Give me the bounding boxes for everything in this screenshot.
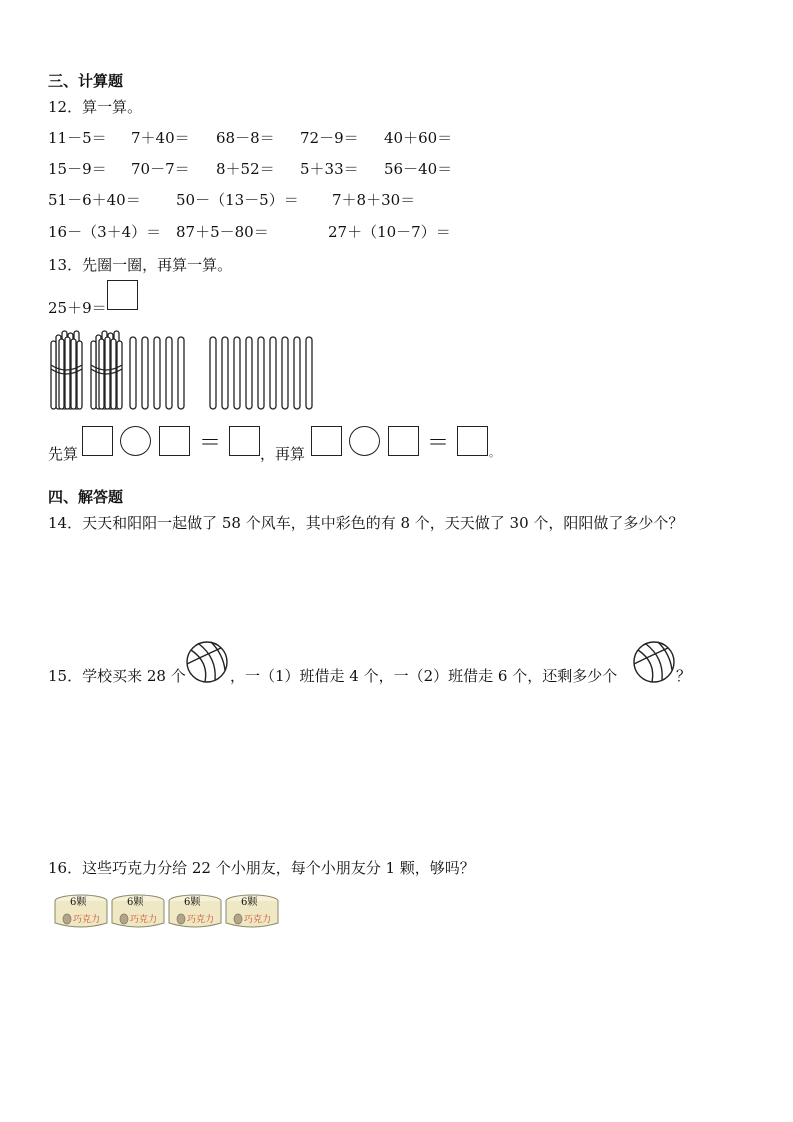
q12-row2-item1: 15－9＝ [48, 160, 107, 178]
then-calc-result-box[interactable] [457, 426, 488, 456]
ball-icon [632, 640, 676, 684]
chocolate-count-label: 6颗 [70, 897, 87, 908]
first-calc-equals: ＝ [199, 431, 222, 456]
q12-row4-item2: 87＋5－80＝ [176, 223, 269, 241]
q12-row3-item1: 51－6＋40＝ [48, 191, 141, 209]
then-calc-operator-circle[interactable] [349, 426, 380, 456]
section-title-word-problems: 四、解答题 [48, 488, 124, 506]
chocolate-name-label: 巧克力 [73, 915, 101, 925]
answer-box[interactable] [107, 280, 138, 310]
question-12-title: 12．算一算。 [48, 98, 143, 116]
first-calc-result-box[interactable] [229, 426, 260, 456]
chocolate-boxes-row [53, 893, 283, 929]
then-calc-label: ，再算 [260, 445, 306, 463]
chocolate-box [110, 893, 166, 933]
stick-bundle-1 [51, 331, 82, 409]
then-calc-equals: ＝ [427, 431, 450, 456]
chocolate-count-label: 6颗 [184, 897, 201, 908]
stick-bundle-2 [91, 331, 122, 409]
chocolate-count-label: 6颗 [241, 897, 258, 908]
first-calc-label: 先算 [48, 445, 79, 463]
question-15-part3: ？ [676, 667, 692, 685]
loose-sticks-group-1 [130, 337, 184, 409]
chocolate-name-label: 巧克力 [130, 915, 158, 925]
q12-row3-item3: 7＋8＋30＝ [332, 191, 416, 209]
question-13-title: 13．先圈一圈，再算一算。 [48, 256, 233, 274]
question-14-text: 14．天天和阳阳一起做了 58 个风车，其中彩色的有 8 个，天天做了 30 个，阳阳做了多少个？ [48, 514, 684, 532]
q12-row1-item2: 7＋40＝ [131, 129, 190, 147]
q12-row3-item2: 50－（13－5）＝ [176, 191, 299, 209]
first-calc-operator-circle[interactable] [120, 426, 151, 456]
section-title-calculation: 三、计算题 [48, 72, 124, 90]
question-15-part2: ，一（1）班借走 4 个，一（2）班借走 6 个，还剩多少个 [230, 667, 618, 685]
chocolate-box [167, 893, 223, 933]
q12-row1-item5: 40＋60＝ [384, 129, 453, 147]
first-calc-box-2[interactable] [159, 426, 190, 456]
question-15-part1: 15．学校买来 28 个 [48, 667, 186, 685]
loose-sticks-group-2 [210, 337, 312, 409]
chocolate-box [53, 893, 109, 933]
q12-row2-item4: 5＋33＝ [300, 160, 359, 178]
question-16-text: 16．这些巧克力分给 22 个小朋友，每个小朋友分 1 颗，够吗？ [48, 859, 475, 877]
q12-row4-item3: 27＋（10－7）＝ [328, 223, 451, 241]
q12-row2-item2: 70－7＝ [131, 160, 190, 178]
then-calc-box-2[interactable] [388, 426, 419, 456]
chocolate-name-label: 巧克力 [244, 915, 272, 925]
q12-row2-item5: 56－40＝ [384, 160, 453, 178]
q12-row1-item4: 72－9＝ [300, 129, 359, 147]
counting-sticks-illustration [48, 325, 328, 413]
then-calc-end-mark: 。 [489, 446, 500, 459]
q12-row4-item1: 16－（3＋4）＝ [48, 223, 162, 241]
chocolate-count-label: 6颗 [127, 897, 144, 908]
q12-row1-item3: 68－8＝ [216, 129, 275, 147]
q12-row1-item1: 11－5＝ [48, 129, 107, 147]
ball-icon [185, 640, 229, 684]
q12-row2-item3: 8＋52＝ [216, 160, 275, 178]
first-calc-box-1[interactable] [82, 426, 113, 456]
q13-expression: 25＋9＝ [48, 299, 107, 317]
then-calc-box-1[interactable] [311, 426, 342, 456]
chocolate-box [224, 893, 280, 933]
chocolate-name-label: 巧克力 [187, 915, 215, 925]
